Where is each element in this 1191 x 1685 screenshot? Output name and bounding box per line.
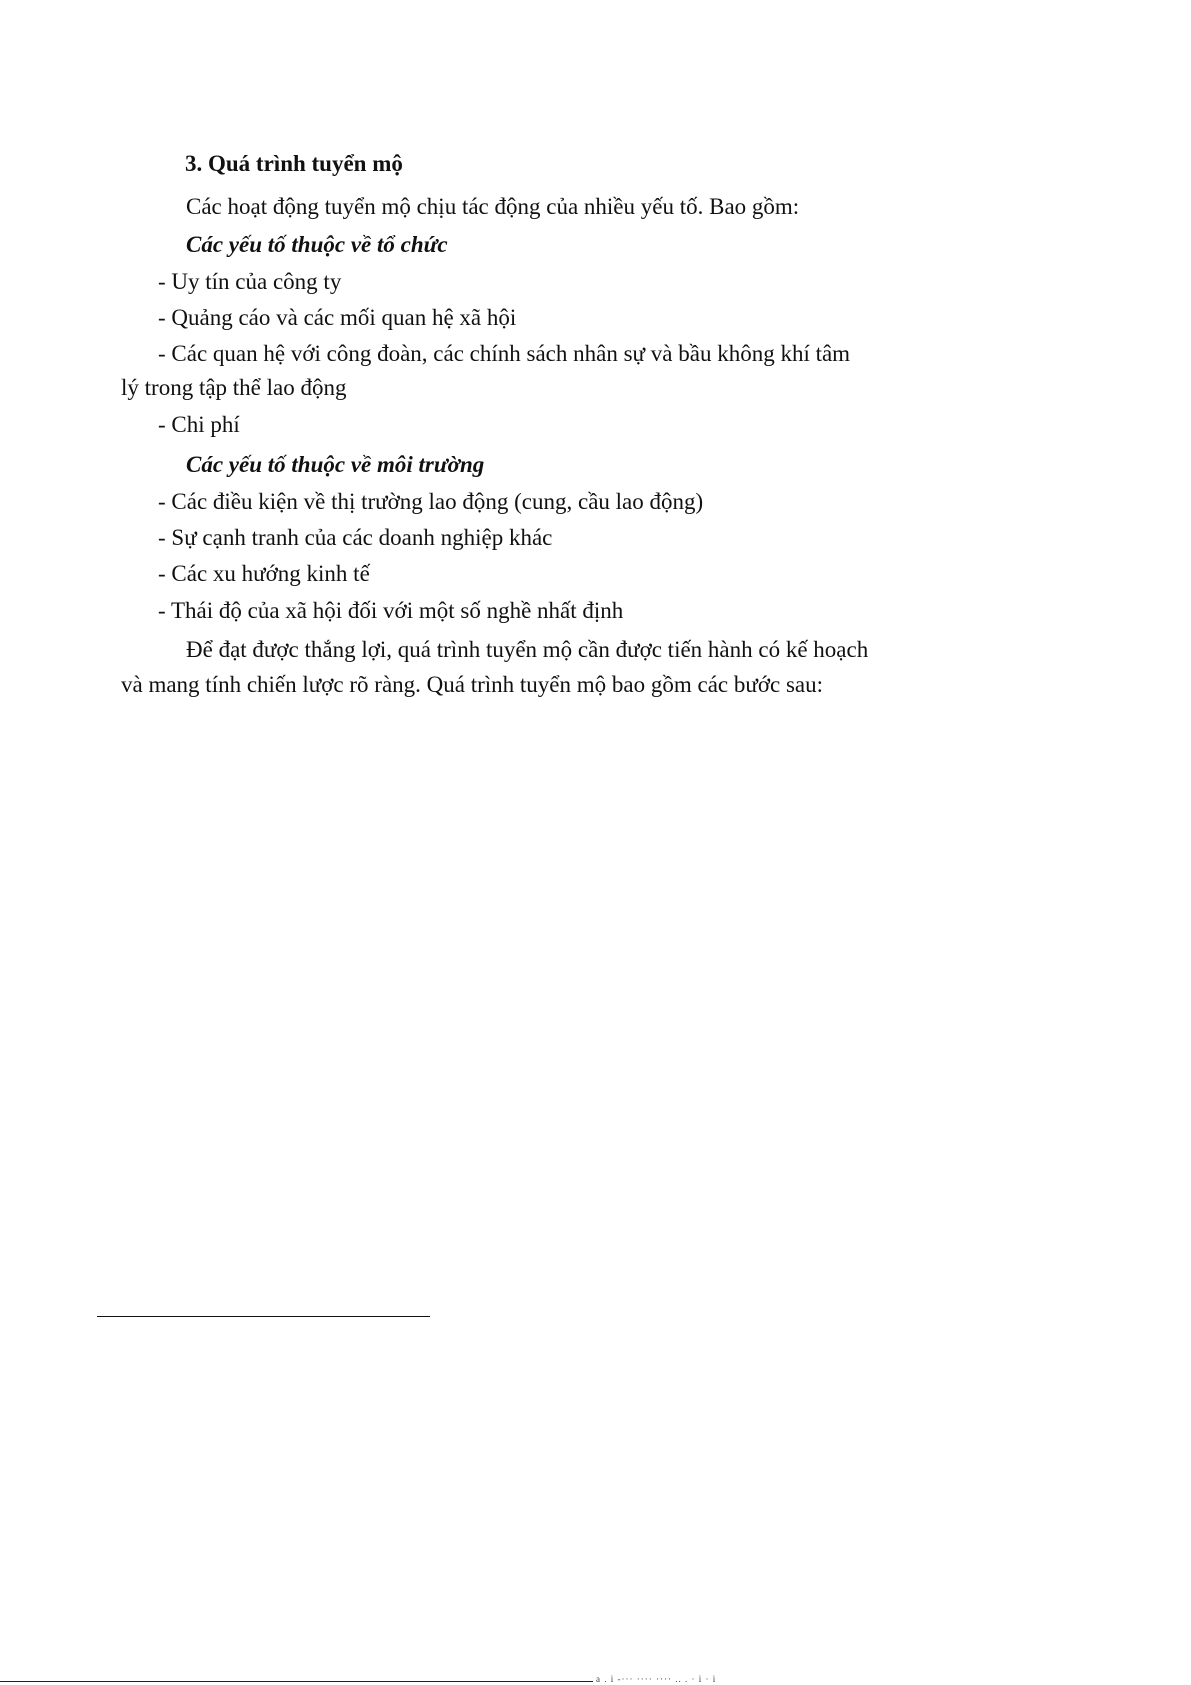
closing-paragraph-line: và mang tính chiến lược rõ ràng. Quá trình tuyển mộ bao gồm các bước sau:: [121, 672, 824, 697]
footnote-separator: [97, 1316, 430, 1317]
org-factor-item: - Chi phí: [158, 412, 240, 437]
closing-paragraph-line: Để đạt được thắng lợi, quá trình tuyển mộ cần được tiến hành có kế hoạch: [186, 637, 869, 662]
scan-residue-text: a . i -··· ···· ···· .. . · i · i: [596, 1674, 717, 1684]
intro-paragraph: Các hoạt động tuyển mộ chịu tác động của nhiều yếu tố. Bao gồm:: [186, 194, 800, 219]
org-factor-item: - Quảng cáo và các mối quan hệ xã hội: [158, 305, 517, 330]
env-factor-item: - Các điều kiện về thị trường lao động (cung, cầu lao động): [158, 489, 704, 514]
section-heading: 3. Quá trình tuyển mộ: [185, 151, 403, 176]
org-factor-item: - Uy tín của công ty: [158, 269, 342, 294]
org-factor-item-continuation: lý trong tập thể lao động: [121, 375, 347, 400]
env-factor-item: - Các xu hướng kinh tế: [158, 561, 370, 586]
env-factor-item: - Sự cạnh tranh của các doanh nghiệp khác: [158, 525, 553, 550]
env-factor-item: - Thái độ của xã hội đối với một số nghề nhất định: [158, 598, 624, 623]
org-factors-title: Các yếu tố thuộc về tổ chức: [186, 232, 448, 257]
org-factor-item: - Các quan hệ với công đoàn, các chính sách nhân sự và bầu không khí tâm: [158, 341, 851, 366]
page-bottom-rule: [0, 1681, 593, 1682]
env-factors-title: Các yếu tố thuộc về môi trường: [186, 452, 485, 477]
